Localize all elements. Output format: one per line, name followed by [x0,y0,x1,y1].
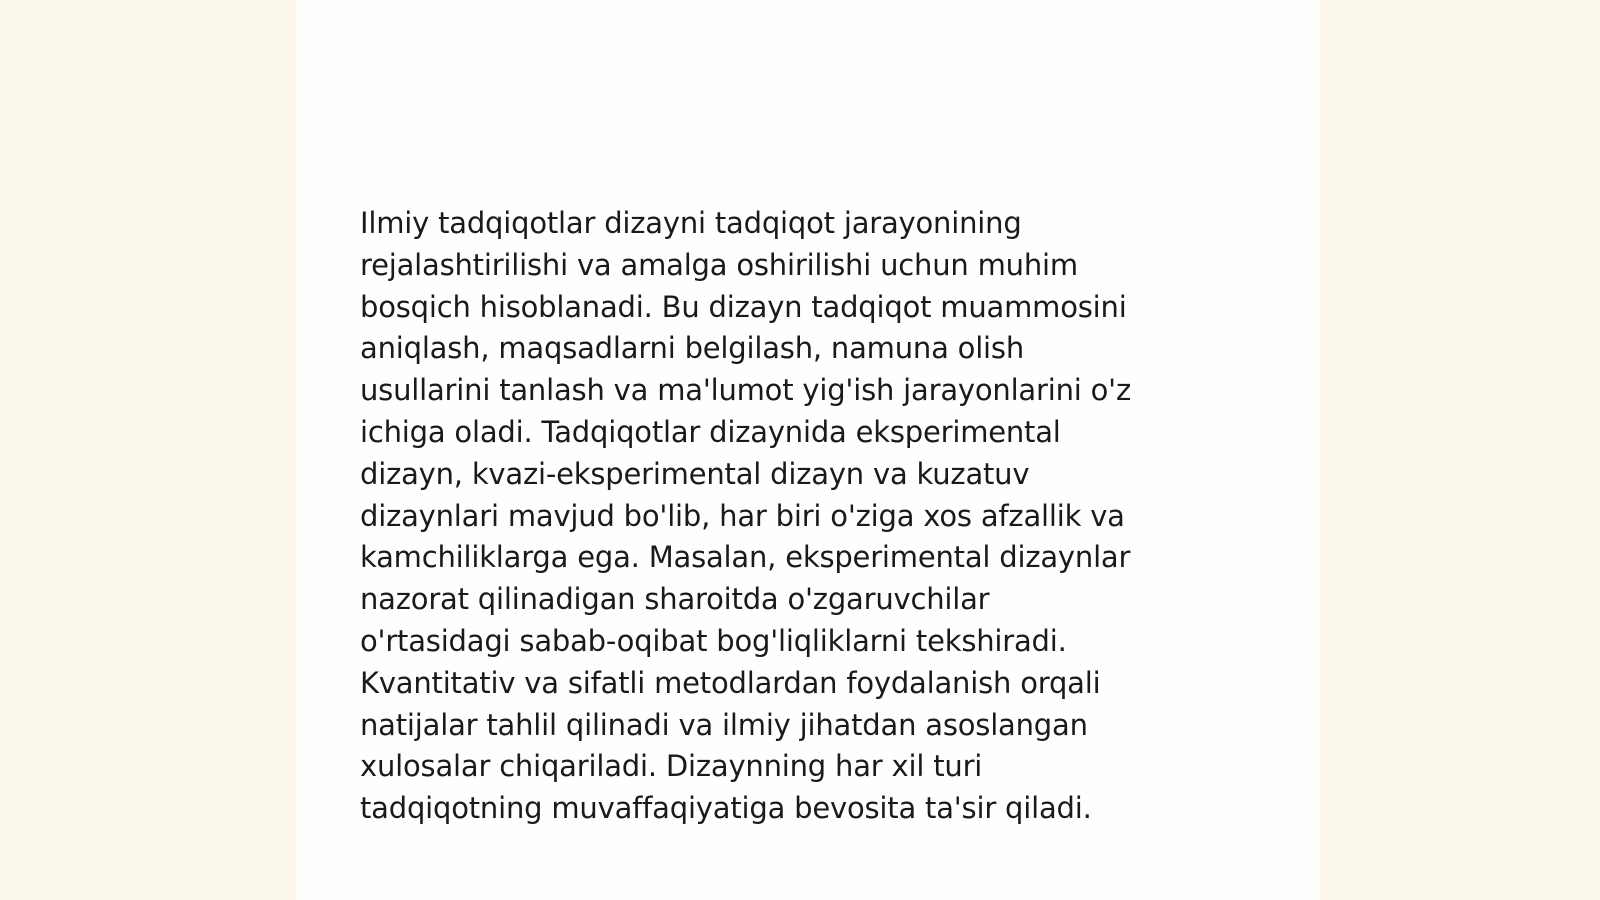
document-page [296,0,1320,900]
paragraph-line: natijalar tahlil qilinadi va ilmiy jihatdan asoslangan [360,707,1088,742]
paragraph-line: dizayn, kvazi-eksperimental dizayn va kuzatuv [360,456,1030,491]
paragraph-line: Kvantitativ va sifatli metodlardan foydalanish orqali [360,665,1101,700]
paragraph-line: nazorat qilinadigan sharoitda o'zgaruvchilar [360,582,990,617]
paragraph-line: o'rtasidagi sabab-oqibat bog'liqliklarni tekshiradi. [360,623,1067,658]
paragraph-line: xulosalar chiqariladi. Dizaynning har xil turi [360,749,983,784]
paragraph-line: bosqich hisoblanadi. Bu dizayn tadqiqot muammosini [360,289,1127,324]
paragraph-line: ichiga oladi. Tadqiqotlar dizaynida eksperimental [360,414,1061,449]
body-paragraph [360,203,1260,830]
paragraph-line: rejalashtirilishi va amalga oshirilishi uchun muhim [360,247,1078,282]
paragraph-line: Ilmiy tadqiqotlar dizayni tadqiqot jarayonining [360,206,1022,240]
paragraph-line: kamchiliklarga ega. Masalan, eksperimental dizaynlar [360,540,1131,575]
paragraph-line: tadqiqotning muvaffaqiyatiga bevosita ta'sir qiladi. [360,791,1092,826]
paragraph-line: usullarini tanlash va ma'lumot yig'ish jarayonlarini o'z [360,373,1131,408]
paragraph-line: dizaynlari mavjud bo'lib, har biri o'ziga xos afzallik va [360,498,1125,533]
paragraph-line: aniqlash, maqsadlarni belgilash, namuna olish [360,331,1025,366]
